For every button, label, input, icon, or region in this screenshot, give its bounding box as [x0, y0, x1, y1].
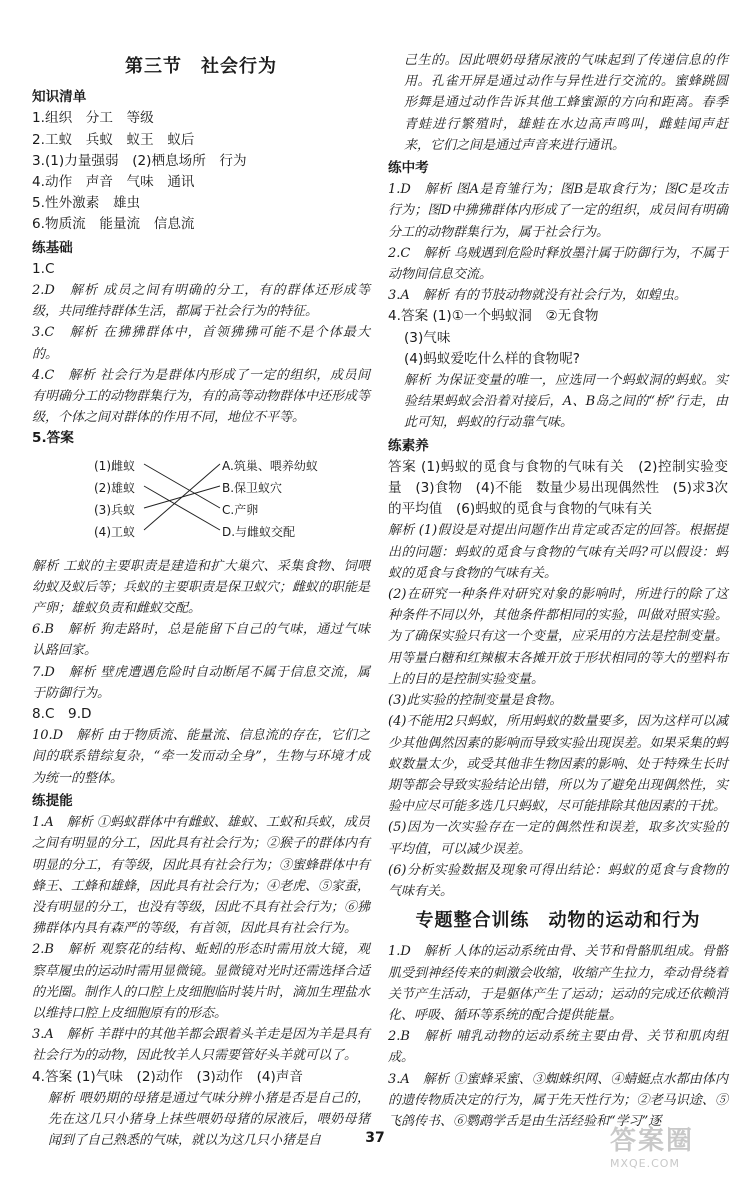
heading-ability-practice: 练提能 [32, 792, 73, 809]
knowledge-item-5: 5.性外激素 雄虫 [32, 195, 141, 212]
ability-answer-1: 1.A 解析 ①蚂蚁群体中有雌蚁、雄蚁、工蚁和兵蚁，成员之间有明显的分工，因此具有社会行为；②猴子的群体内有明显的分工，有等级，因此具有社会行为；③蜜蜂群体中有蜂王、工蜂和雄蜂，因此具有社会行为；④老虎、⑤家蚕，没有明显的分工，也没有等级，因此不具有社会行为；⑥狒狒群体内具有森严的等级，有首领，因此具有社会行为。 [32, 815, 371, 937]
diagram-right-A: A.筑巢、喂养幼蚁 [222, 458, 318, 473]
knowledge-item-6: 6.物质流 能量流 信息流 [32, 216, 195, 233]
exam-answer-4-part4: (4)蚂蚁爱吃什么样的食物呢? [404, 350, 581, 367]
watermark-text: 答案圈 [610, 1126, 695, 1156]
answer-8-9: 8.C 9.D [32, 706, 92, 723]
continued-explanation: 己生的。因此喂奶母猪尿液的气味起到了传递信息的作用。孔雀开屏是通过动作与异性进行交流的。蜜蜂跳圆形舞是通过动作告诉其他工蜂蜜源的方向和距离。春季青蛙进行繁殖时，雄蛙在水边高声鸣叫，雌蛙闻声赶来，它们之间是通过声音来进行通讯。 [404, 53, 728, 153]
ability-answer-2: 2.B 解析 观察花的结构、蚯蚓的形态时需用放大镜，观察草履虫的运动时需用显微镜。显微镜对光时还需选择合适的光圈。制作人的口腔上皮细胞临时装片时，滴加生理盐水以维持口腔上皮细胞原有的形态。 [32, 942, 371, 1021]
literacy-explanation-6: (6)分析实验数据及现象可得出结论：蚂蚁的觅食与食物的气味有关。 [388, 862, 728, 899]
heading-basic-practice: 练基础 [32, 239, 73, 256]
section-title: 第三节 社会行为 [125, 56, 277, 77]
exam-answer-1: 1.D 解析 图A是育雏行为；图B是取食行为；图C是攻击行为；图D中狒狒群体内形成了一定的组织，成员间有明确分工的动物群集行为，属于社会行为。 [388, 182, 728, 240]
exam-answer-4-part3: (3)气味 [404, 329, 451, 346]
right-column [388, 50, 728, 1132]
heading-literacy-practice: 练素养 [388, 437, 429, 454]
answer-10: 10.D 解析 由于物质流、能量流、信息流的存在，它们之间的联系错综复杂，“牵一发而动全身”，生物与环境才成为统一的整体。 [32, 728, 370, 786]
answer-2: 2.D 解析 成员之间有明确的分工，有的群体还形成等级，共同维持群体生活，都属于社会行为的特征。 [32, 283, 370, 320]
diagram-left-1: (1)雌蚁 [94, 458, 135, 473]
answer-7: 7.D 解析 壁虎遭遇危险时自动断尾不属于信息交流，属于防御行为。 [32, 664, 370, 701]
topic-answer-1: 1.D 解析 人体的运动系统由骨、关节和骨骼肌组成。骨骼肌受到神经传来的刺激会收缩，收缩产生拉力，牵动骨绕着关节产生活动，于是躯体产生了运动；运动的完成还依赖消化、呼吸、循环等系统的配合提供能量。 [388, 944, 728, 1023]
topic-answer-2: 2.B 解析 哺乳动物的运动系统主要由骨、关节和肌肉组成。 [388, 1029, 728, 1066]
knowledge-item-3: 3.(1)力量强弱 (2)栖息场所 行为 [32, 152, 247, 169]
knowledge-item-4: 4.动作 声音 气味 通讯 [32, 174, 195, 191]
literacy-explanation-2: (2)在研究一种条件对研究对象的影响时，所进行的除了这种条件不同以外，其他条件都相同的实验，叫做对照实验。为了确保实验只有这一个变量，应采用的方法是控制变量。用等量白糖和红辣椒末各摊开放于形状相同的等大的塑料布上的目的是控制实验变量。 [388, 587, 728, 687]
ability-answer-3: 3.A 解析 羊群中的其他羊都会跟着头羊走是因为羊是具有社会行为的动物，因此牧羊人只需要管好头羊就可以了。 [32, 1027, 370, 1064]
literacy-answer: 答案 (1)蚂蚁的觅食与食物的气味有关 (2)控制实验变量 (3)食物 (4)不能 数量少易出现偶然性 (5)求3次的平均值 (6)蚂蚁的觅食与食物的气味有关 [388, 458, 728, 518]
diagram-left-3: (3)兵蚁 [94, 502, 135, 517]
diagram-left-2: (2)雄蚁 [94, 480, 135, 495]
page-number: 37 [365, 1130, 385, 1146]
exam-answer-4-explanation: 解析 为保证变量的唯一，应选同一个蚂蚁洞的蚂蚁。实验结果蚂蚁会沿着对接后，A、B岛之间的“桥”行走，由此可知，蚂蚁的行动靠气味。 [404, 373, 728, 431]
watermark-logo [610, 1120, 740, 1176]
heading-knowledge-list: 知识清单 [32, 89, 87, 106]
literacy-explanation-3: (3)此实验的控制变量是食物。 [388, 693, 563, 709]
exam-answer-4: 4.答案 (1)①一个蚂蚁洞 ②无食物 [388, 308, 599, 325]
diagram-right-C: C.产卵 [222, 502, 259, 517]
heading-exam-practice: 练中考 [388, 160, 429, 177]
left-column [32, 50, 370, 1151]
ability-answer-4-explanation: 解析 喂奶期的母猪是通过气味分辨小猪是否是自己的，先在这几只小猪身上抹些喂奶母猪的尿液后，喂奶母猪闻到了自己熟悉的气味，就以为这几只小猪是自 [48, 1090, 370, 1149]
literacy-explanation-5: (5)因为一次实验存在一定的偶然性和误差，取多次实验的平均值，可以减少误差。 [388, 820, 728, 857]
matching-lines [142, 454, 222, 548]
answer-1: 1.C [32, 260, 55, 277]
answer-4: 4.C 解析 社会行为是群体内形成了一定的组织，成员间有明确分工的动物群集行为，有的高等动物群体中还形成等级，个体之间对群体的作用不同，地位不平等。 [32, 367, 371, 426]
diagram-left-4: (4)工蚁 [94, 524, 135, 539]
exam-answer-2: 2.C 解析 乌贼遇到危险时释放墨汁属于防御行为，不属于动物间信息交流。 [388, 245, 728, 283]
topic-title: 专题整合训练 动物的运动和行为 [415, 910, 701, 932]
answer-3: 3.C 解析 在狒狒群体中，首领狒狒可能不是个体最大的。 [32, 325, 370, 362]
exam-answer-3: 3.A 解析 有的节肢动物就没有社会行为，如蝗虫。 [388, 288, 687, 304]
literacy-explanation-4: (4)不能用2只蚂蚁，所用蚂蚁的数量要多，因为这样可以减少其他偶然因素的影响而导致实验出现误差。如果采集的蚂蚁数量太少，或受其他非生物因素的影响、处于特殊生长时期等都会导致实验结论出错，所以为了避免出现偶然性，实验中应尽可能多选几只蚂蚁，尽可能排除其他因素的干扰。 [388, 714, 728, 815]
knowledge-item-1: 1.组织 分工 等级 [32, 110, 154, 127]
answer-5-explanation: 解析 工蚁的主要职责是建造和扩大巢穴、采集食物、饲喂幼蚁及蚁后等；兵蚁的主要职责是保卫蚁穴；雌蚁的职能是产卵；雄蚁负责和雌蚁交配。 [32, 558, 371, 617]
diagram-right-B: B.保卫蚁穴 [222, 480, 283, 495]
topic-answer-3: 3.A 解析 ①蜜蜂采蜜、③蜘蛛织网、④蜻蜓点水都由体内的遗传物质决定的行为，属于先天性行为；②老马识途、⑤飞鸽传书、⑥鹦鹉学舌是由生活经验和“学习”逐 [388, 1071, 728, 1129]
literacy-explanation-1: 解析 (1)假设是对提出问题作出肯定或否定的回答。根据提出的问题：蚂蚁的觅食与食物的气味有关吗?可以假设：蚂蚁的觅食与食物的气味有关。 [388, 523, 728, 581]
matching-diagram [32, 454, 370, 548]
watermark-url: MXQE.COM [610, 1157, 680, 1170]
diagram-right-D: D.与雌蚁交配 [222, 524, 296, 539]
knowledge-item-2: 2.工蚁 兵蚁 蚁王 蚁后 [32, 131, 195, 148]
ability-answer-4: 4.答案 (1)气味 (2)动作 (3)动作 (4)声音 [32, 1068, 304, 1085]
answer-6: 6.B 解析 狗走路时，总是能留下自己的气味，通过气味认路回家。 [32, 622, 370, 659]
answer-5-label: 5.答案 [32, 430, 74, 447]
